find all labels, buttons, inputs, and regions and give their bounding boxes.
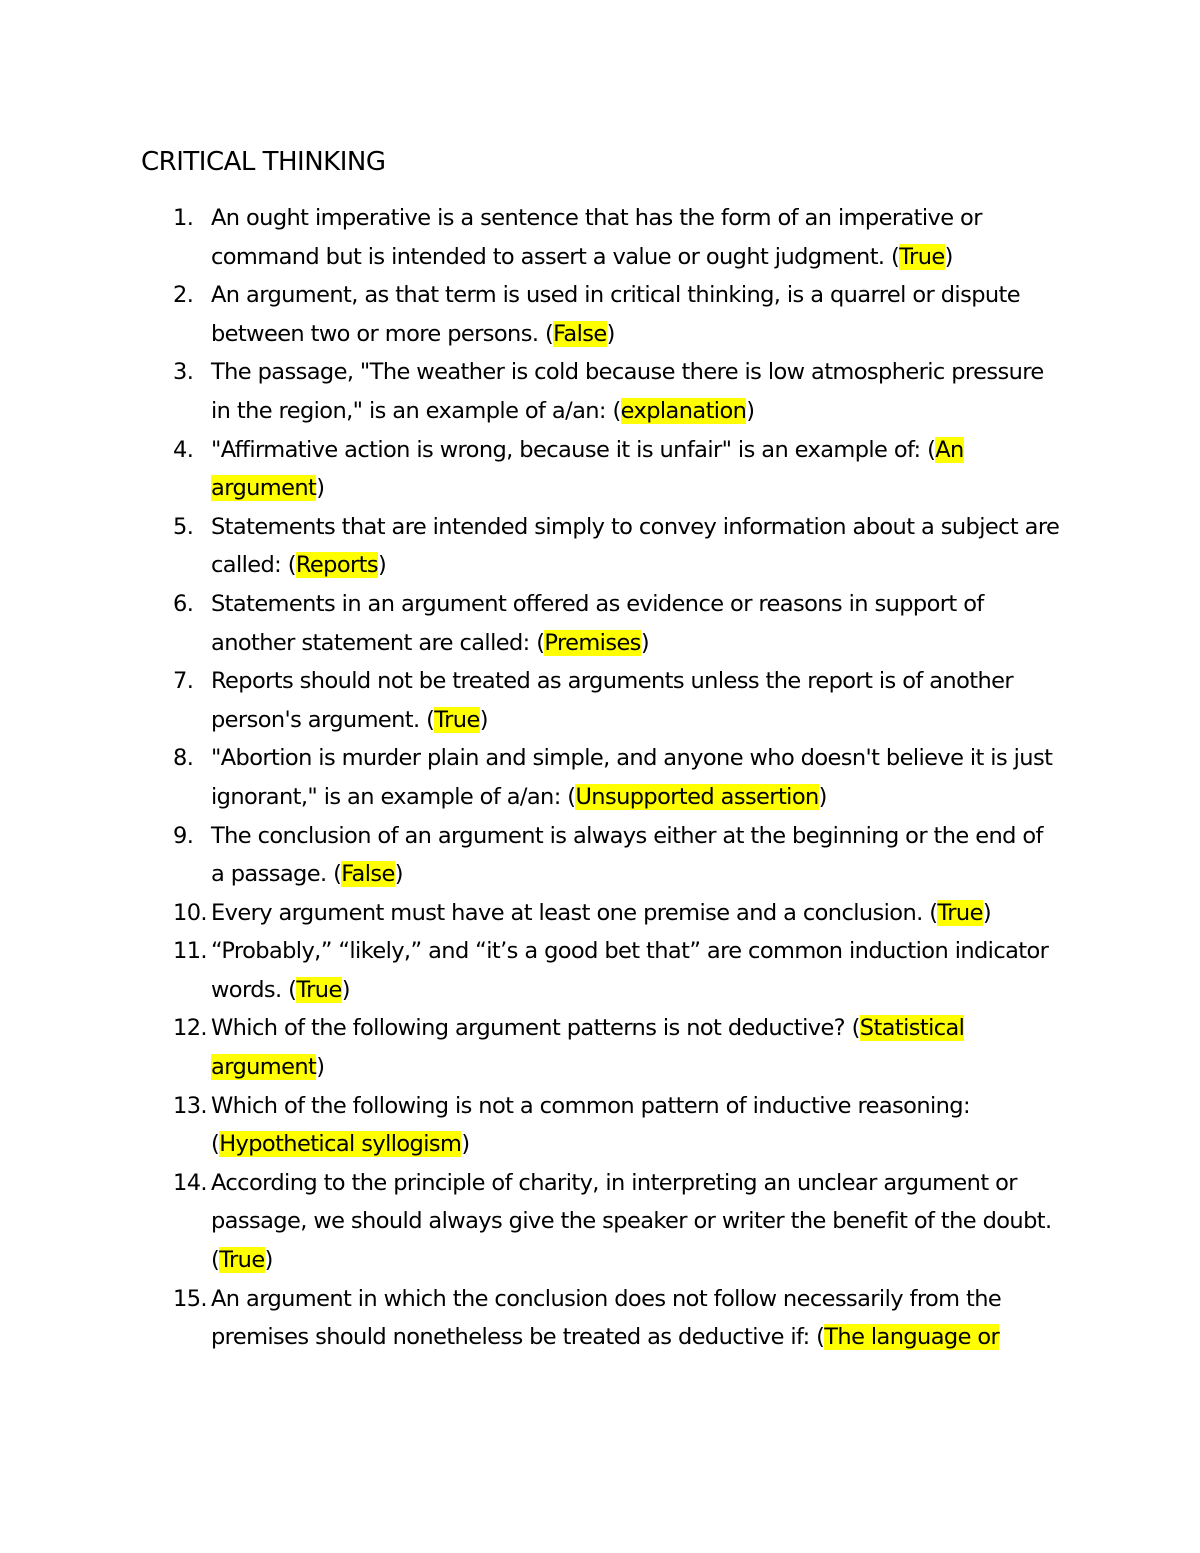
item-number: 11. [173,938,207,965]
list-item [0,1280,1200,1357]
question-text: An ought imperative is a sentence that has the form of an imperative or command but is intended to assert a value or ought judgment. ( [211,205,982,270]
question-text: "Abortion is murder plain and simple, and anyone who doesn't believe it is just ignorant," is an example of a/an: ( [211,745,1053,810]
question-text: The passage, "The weather is cold because there is low atmospheric pressure in the region," is an example of a/an: ( [211,359,1044,424]
item-number: 9. [173,822,194,849]
list-item [0,894,1200,933]
list-item [0,276,1200,353]
answer-highlight: Statistical argument [211,1015,965,1081]
item-number: 15. [173,1285,207,1312]
item-number: 7. [173,668,194,695]
list-item [0,662,1200,739]
item-number: 5. [173,513,194,540]
closing-paren: ) [479,706,488,733]
closing-paren: ) [746,397,755,424]
list-item [0,1087,1200,1164]
answer-highlight: False [553,320,607,347]
closing-paren: ) [944,243,953,270]
answer-highlight: An argument [211,436,964,502]
closing-paren: ) [982,899,991,926]
item-number: 1. [173,205,194,231]
answer-highlight: explanation [620,397,747,424]
answer-highlight: True [899,243,945,270]
answer-highlight: Premises [544,629,641,656]
question-text: An argument in which the conclusion does not follow necessarily from the premises should nonetheless be treated as deductive if: ( [211,1285,1002,1351]
list-item [0,932,1200,1009]
item-number: 12. [173,1015,207,1042]
item-number: 3. [173,359,194,386]
question-text: Which of the following is not a common pattern of inductive reasoning: ( [211,1092,970,1158]
closing-paren: ) [461,1131,470,1158]
question-list [0,199,1200,1357]
closing-paren: ) [316,1054,325,1081]
closing-paren: ) [316,475,325,502]
closing-paren: ) [341,976,350,1003]
answer-highlight: True [434,706,480,733]
list-item [0,1009,1200,1086]
item-number: 2. [173,282,194,309]
question-text: Every argument must have at least one premise and a conclusion. ( [211,899,938,926]
question-text: The conclusion of an argument is always either at the beginning or the end of a passage. ( [211,822,1043,888]
closing-paren: ) [818,783,827,810]
closing-paren: ) [264,1247,273,1274]
item-number: 4. [173,436,194,463]
answer-highlight: False [341,861,395,888]
closing-paren: ) [606,320,615,347]
answer-highlight: True [219,1247,265,1274]
answer-highlight: The language or [824,1324,1000,1351]
list-item [0,431,1200,508]
item-number: 6. [173,590,194,617]
answer-highlight: True [296,976,342,1003]
list-item [0,353,1200,430]
question-text: Statements that are intended simply to convey information about a subject are called: ( [211,513,1060,579]
question-text: “Probably,” “likely,” and “it’s a good bet that” are common induction indicator words. ( [211,938,1049,1003]
item-number: 8. [173,745,194,772]
item-number: 13. [173,1092,207,1119]
question-text: Statements in an argument offered as evidence or reasons in support of another statement are called: ( [211,590,984,656]
closing-paren: ) [640,629,649,656]
answer-highlight: True [937,899,983,926]
question-text: An argument, as that term is used in critical thinking, is a quarrel or dispute between two or more persons. ( [211,282,1020,347]
answer-highlight: Hypothetical syllogism [219,1131,462,1158]
page-title: CRITICAL THINKING [141,147,386,177]
closing-paren: ) [394,861,403,888]
answer-highlight: Unsupported assertion [575,783,819,810]
list-item [0,585,1200,662]
question-text: "Affirmative action is wrong, because it is unfair" is an example of: ( [211,436,936,463]
question-text: Which of the following argument patterns is not deductive? ( [211,1015,860,1042]
question-text: According to the principle of charity, in interpreting an unclear argument or passage, we should always give the speaker or writer the benefit of the doubt. ( [211,1169,1052,1274]
question-text: Reports should not be treated as arguments unless the report is of another person's argument. ( [211,668,1014,733]
answer-highlight: Reports [295,552,379,579]
list-item [0,199,1200,276]
item-number: 14. [173,1169,207,1196]
list-item [0,1164,1200,1280]
closing-paren: ) [378,552,387,579]
list-item [0,739,1200,816]
list-item [0,508,1200,585]
item-number: 10. [173,899,207,926]
list-item [0,817,1200,894]
